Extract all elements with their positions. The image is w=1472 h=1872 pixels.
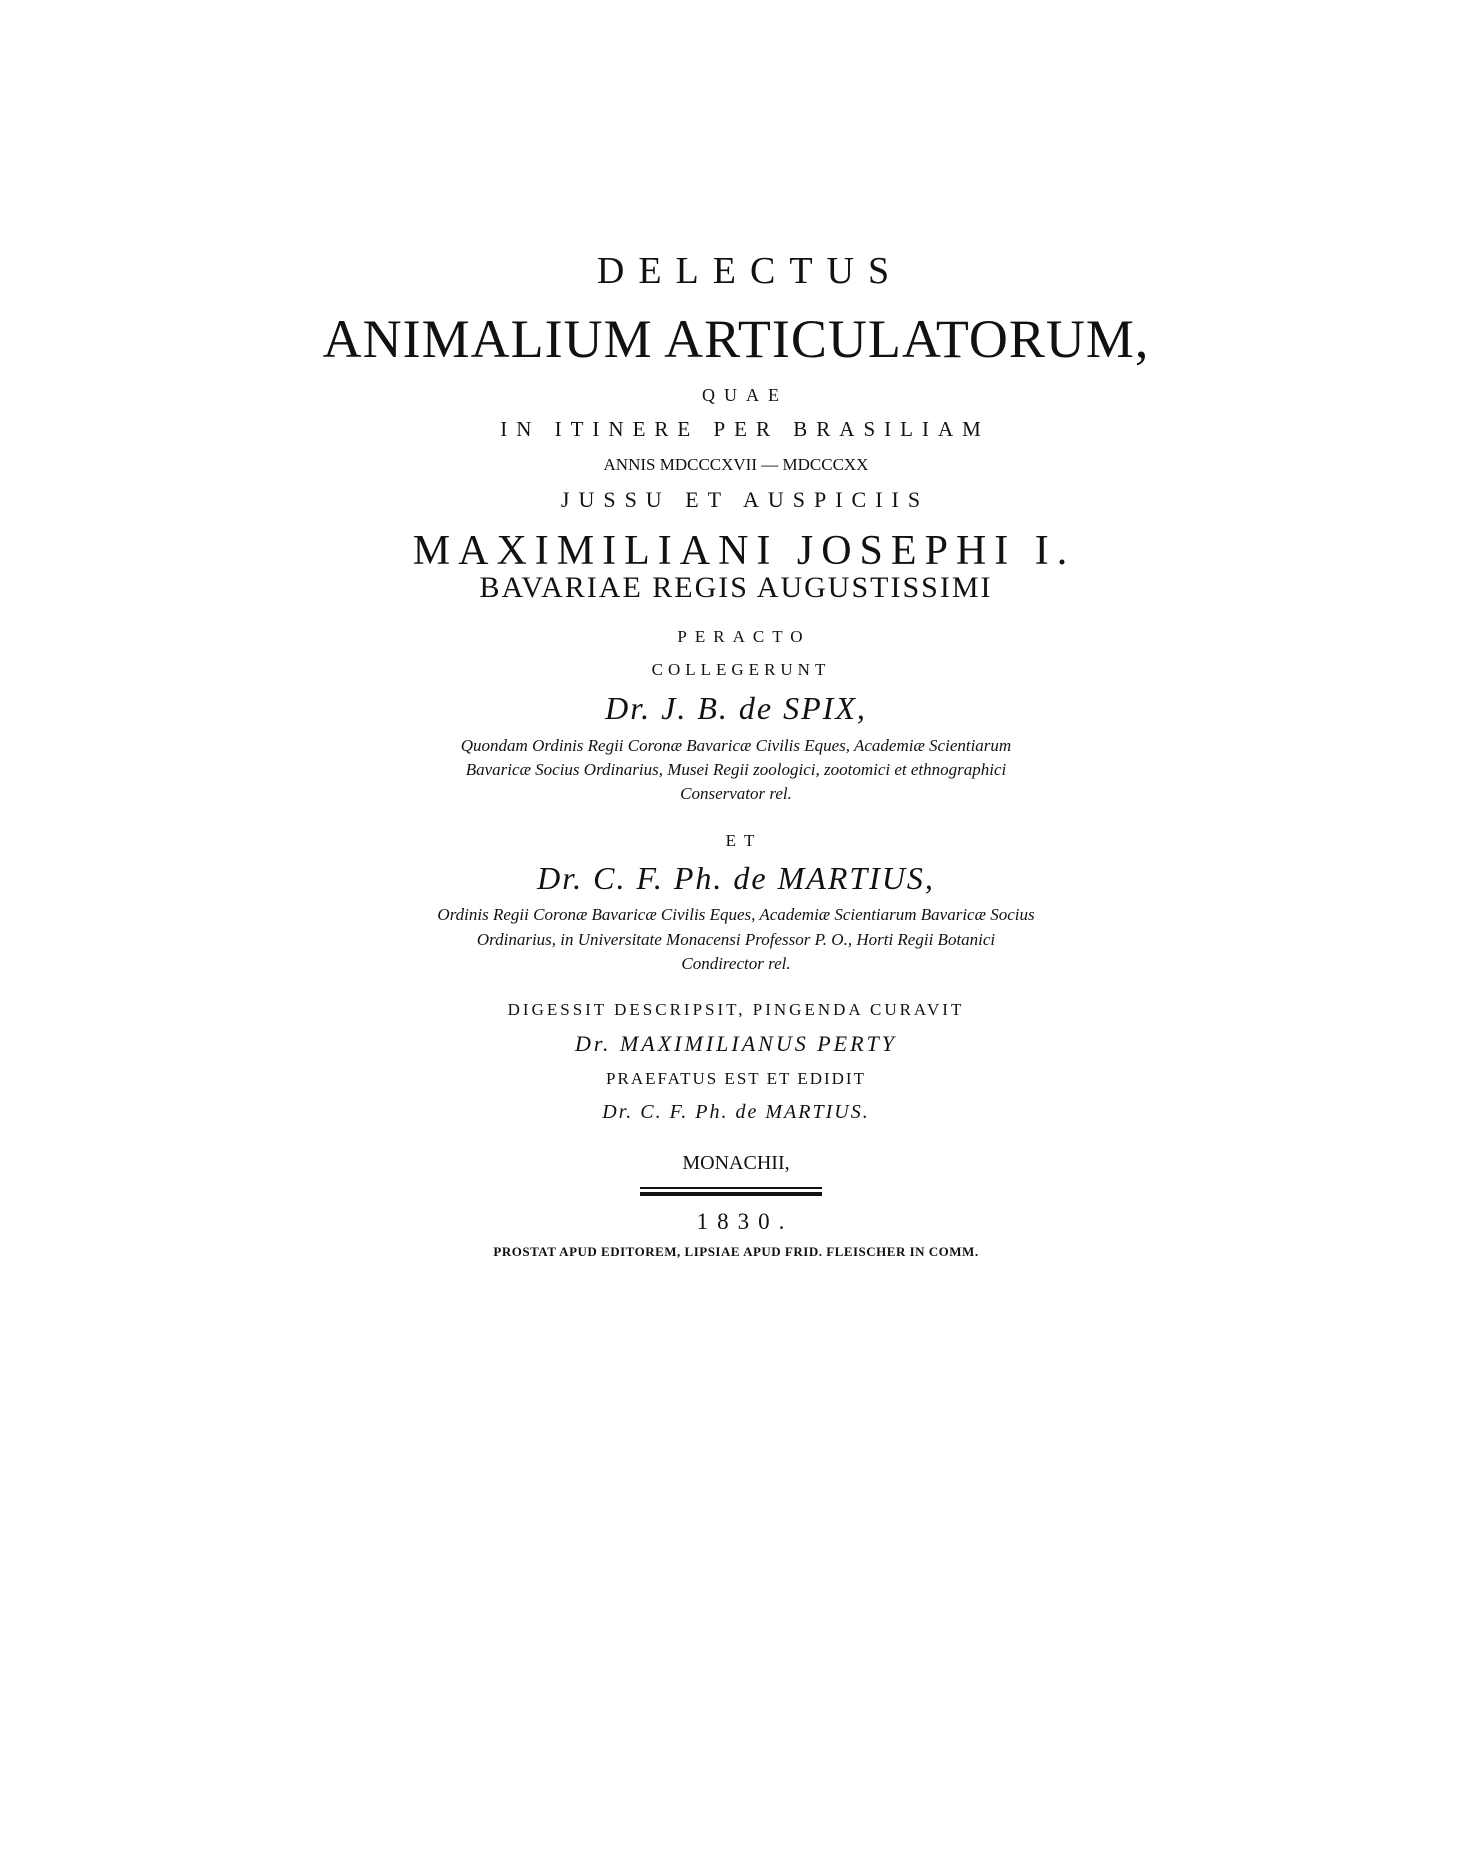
rex-name-line: MAXIMILIANI JOSEPHI I. — [412, 528, 1076, 574]
title-line-2: ANIMALIUM ARTICULATORUM, — [322, 309, 1150, 369]
author2-desc-line3: Condirector rel. — [681, 954, 791, 973]
praefatus-line: PRAEFATUS EST ET EDIDIT — [606, 1069, 866, 1088]
collegerunt-line: COLLEGERUNT — [651, 660, 831, 679]
author2-name: Dr. C. F. Ph. de MARTIUS, — [537, 860, 935, 896]
author1-desc-line1: Quondam Ordinis Regii Coronæ Bavaricæ Civilis Eques, Academiæ Scientiarum — [460, 736, 1012, 755]
perty-line: Dr. MAXIMILIANUS PERTY — [574, 1031, 898, 1056]
quae-line: QUAE — [702, 385, 788, 405]
place-line: MONACHII, — [682, 1152, 790, 1174]
et-line: ET — [725, 831, 763, 850]
digessit-line: DIGESSIT DESCRIPSIT, PINGENDA CURAVIT — [507, 1000, 965, 1019]
imprint-line: PROSTAT APUD EDITOREM, LIPSIAE APUD FRID. FLEISCHER IN COMM. — [493, 1244, 979, 1259]
peracto-line: PERACTO — [677, 627, 811, 646]
author2-desc-line2: Ordinarius, in Universitate Monacensi Professor P. O., Horti Regii Botanici — [476, 930, 996, 949]
author1-desc-line3: Conservator rel. — [680, 784, 792, 803]
year-line: 1830. — [696, 1209, 794, 1234]
author1-name: Dr. J. B. de SPIX, — [605, 690, 867, 726]
jussu-line: JUSSU ET AUSPICIIS — [560, 487, 930, 512]
double-rule — [640, 1187, 822, 1196]
title-line-1: DELECTUS — [596, 250, 904, 292]
author1-desc-line2: Bavaricæ Socius Ordinarius, Musei Regii zoologici, zootomici et ethnographici — [465, 760, 1007, 779]
annis-line: ANNIS MDCCCXVII — MDCCCXX — [603, 455, 869, 474]
author2-desc-line1: Ordinis Regii Coronæ Bavaricæ Civilis Eques, Academiæ Scientiarum Bavaricæ Socius — [437, 905, 1035, 924]
itinere-line: IN ITINERE PER BRASILIAM — [500, 417, 990, 441]
martius-editor-line: Dr. C. F. Ph. de MARTIUS. — [602, 1101, 870, 1123]
rex-title-line: BAVARIAE REGIS AUGUSTISSIMI — [479, 571, 993, 604]
